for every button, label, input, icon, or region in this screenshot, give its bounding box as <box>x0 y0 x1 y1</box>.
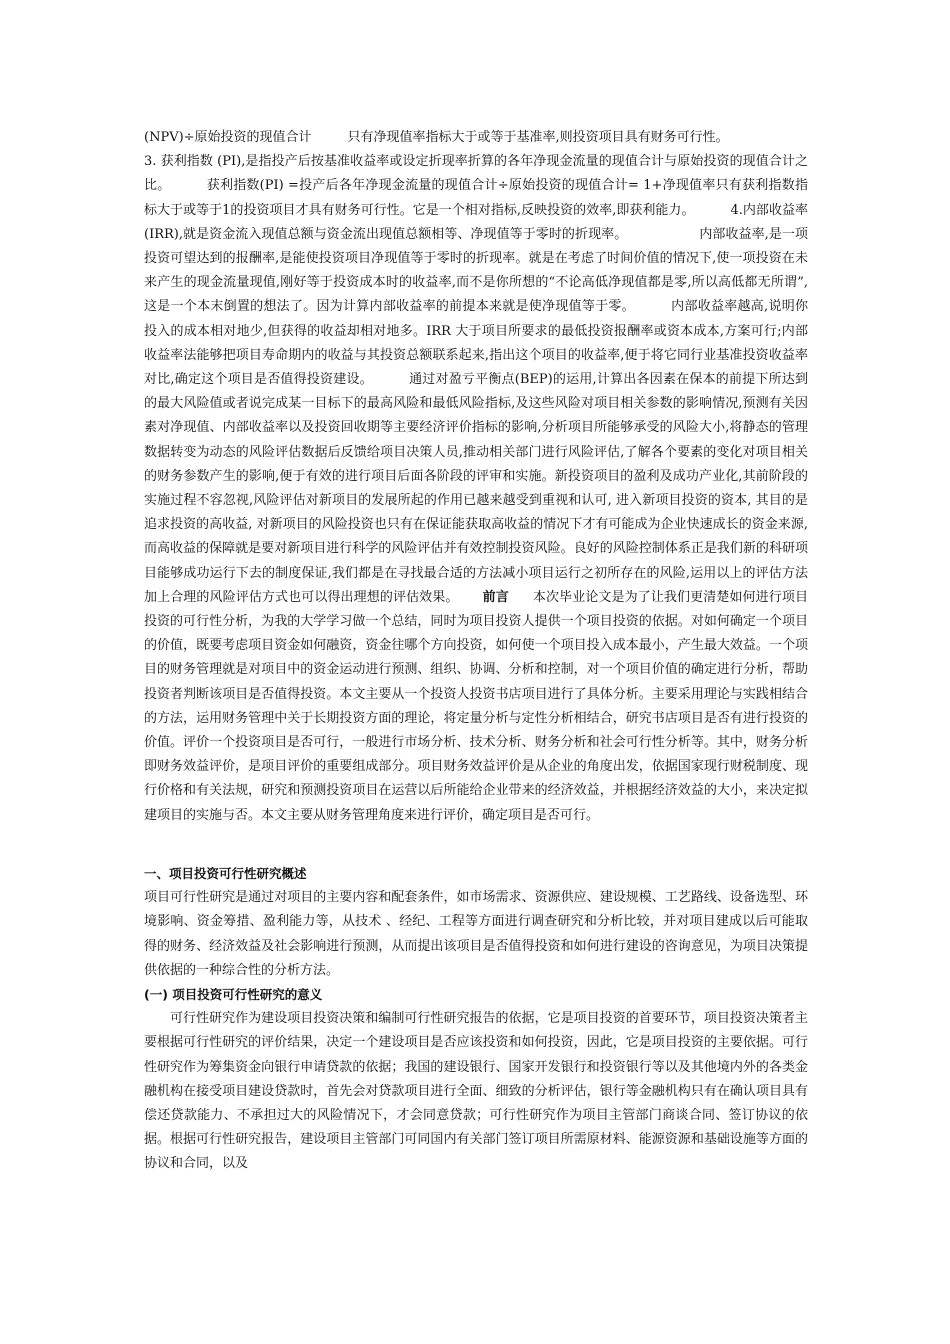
npv-criterion-text: 只有净现值率指标大于或等于基准率,则投资项目具有财务可行性。 <box>347 130 729 145</box>
paragraph-methods <box>144 150 808 828</box>
paragraph-npv-tail <box>144 126 808 150</box>
section-1-heading: 一、项目投资可行性研究概述 <box>144 865 307 881</box>
irr-explanation-text: 内部收益率,是一项投资可望达到的报酬率,是能使投资项目净现值等于零时的折现率。就是在考虑了时间价值的情况下,使一项投资在未来产生的现金流量现值,刚好等于投资成本时的收益率,而不是你所想的“不论高低净现值都是零,所以高低都无所谓”,这是一个本末倒置的想法了。因为计算内部收益率的前提本来就是使净现值等于零。 <box>144 226 808 315</box>
preface-text: 本次毕业论文是为了让我们更清楚如何进行项目投资的可行性分析，为我的大学学习做一个总结，同时为项目投资人提供一个项目投资的依据。对如何确定一个项目的价值，既要考虑项目资金如何融资，资金往哪个方向投资，如何使一个项目投入成本最小，产生最大效益。一个项目的财务管理就是对项目中的资金运动进行预测、组织、协调、分析和控制，对一个项目价值的确定进行分析，帮助投资者判断该项目是否值得投资。本文主要从一个投资人投资书店项目进行了具体分析。主要采用理论与实践相结合的方法，运用财务管理中关于长期投资方面的理论，将定量分析与定性分析相结合，研究书店项目是否有进行投资的价值。评价一个投资项目是否可行，一般进行市场分析、技术分析、财务分析和社会可行性分析等。其中，财务分析即财务效益评价，是项目评价的重要组成部分。项目财务效益评价是从企业的角度出发，依据国家现行财税制度、现行价格和有关法规，研究和预测投资项目在运营以后所能给企业带来的经济效益，并根据经济效益的大小，来决定拟建项目的实施与否。本文主要从财务管理角度来进行评价，确定项目是否可行。 <box>144 589 808 823</box>
irr-definition-text: 4.内部收益率(IRR),就是资金流入现值总额与资金流出现值总额相等、净现值等于零时的折现率。 <box>144 202 808 242</box>
preface-title: 前言 <box>482 589 509 605</box>
document-body <box>144 126 808 1177</box>
pi-definition-text: 3. 获利指数 (PI),是指投产后按基准收益率或设定折现率折算的各年净现金流量的现值合计与原始投资的现值合计之比。 <box>144 154 808 194</box>
pi-formula-text: 获利指数(PI) =投产后各年净现金流量的现值合计÷原始投资的现值合计= 1+净现值率只有获利指数指标大于或等于1的投资项目才具有财务可行性。它是一个相对指标,反映投资的效率,即获利能力。 <box>144 178 808 218</box>
subsection-1-body: 可行性研究作为建设项目投资决策和编制可行性研究报告的依据，它是项目投资的首要环节，项目投资决策者主要根据可行性研究的评价结果，决定一个建设项目是否应该投资和如何投资，因此，它是项目投资的主要依据。可行性研究作为筹集资金向银行申请贷款的依据；我国的建设银行、国家开发银行和投资银行等以及其他境内外的各类金融机构在接受项目建设贷款时，首先会对贷款项目进行全面、细致的分析评估，银行等金融机构只有在确认项目具有偿还贷款能力、不承担过大的风险情况下，才会同意贷款；可行性研究作为项目主管部门商谈合同、签订协议的依据。根据可行性研究报告，建设项目主管部门可同国内有关部门签订项目所需原材料、能源资源和基础设施等方面的协议和合同，以及 <box>144 1011 808 1172</box>
subsection-1-heading: (一) 项目投资可行性研究的意义 <box>144 986 323 1002</box>
npv-formula-text: (NPV)÷原始投资的现值合计 <box>144 130 312 145</box>
risk-assessment-text: 通过对盈亏平衡点(BEP)的运用,计算出各因素在保本的前提下所达到的最大风险值或者说完成某一目标下的最高风险和最低风险指标,及这些风险对项目相关参数的影响情况,预测有关因素对净现值、内部收益率以及投资回收期等主要经济评价指标的影响,分析项目所能够承受的风险大小,将静态的管理数据转变为动态的风险评估数据后反馈给项目决策人员,推动相关部门进行风险评估,了解各个要素的变化对项目相关的财务参数产生的影响,便于有效的进行项目后面各阶段的评审和实施。新投资项目的盈利及成功产业化,其前阶段的实施过程不容忽视,风险评估对新项目的发展所起的作用已越来越受到重视和认可, 进入新项目投资的资本, 其目的是追求投资的高收益, 对新项目的风险投资也只有在保证能获取高收益的情况下才有可能成为企业快速成长的资金来源, 而高收益的保障就是要对新项目进行科学的风险评估并有效控制投资风险。良好的风险控制体系正是我们新的科研项目能够成功运行下去的制度保证,我们都是在寻找最合适的方法减小项目运行之初所存在的风险,运用以上的评估方法加上合理的风险评估方式也可以得出理想的评估效果。 <box>144 372 808 605</box>
irr-comparison-text: 内部收益率越高,说明你投入的成本相对地少,但获得的收益却相对地多。IRR 大于项目所要求的最低投资报酬率或资本成本,方案可行;内部收益率法能够把项目寿命期内的收益与其投资总额联系起来,指出这个项目的收益率,便于将它同行业基准投资收益率对比,确定这个项目是否值得投资建设。 <box>144 299 808 388</box>
section-1-body: 项目可行性研究是通过对项目的主要内容和配套条件，如市场需求、资源供应、建设规模、工艺路线、设备选型、环境影响、资金筹措、盈利能力等，从技术 、经纪、工程等方面进行调查研究和分析比较，并对项目建成以后可能取得的财务、经济效益及社会影响进行预测，从而提出该项目是否值得投资和如何进行建设的咨询意见，为项目决策提供依据的一种综合性的分析方法。 <box>144 890 808 978</box>
